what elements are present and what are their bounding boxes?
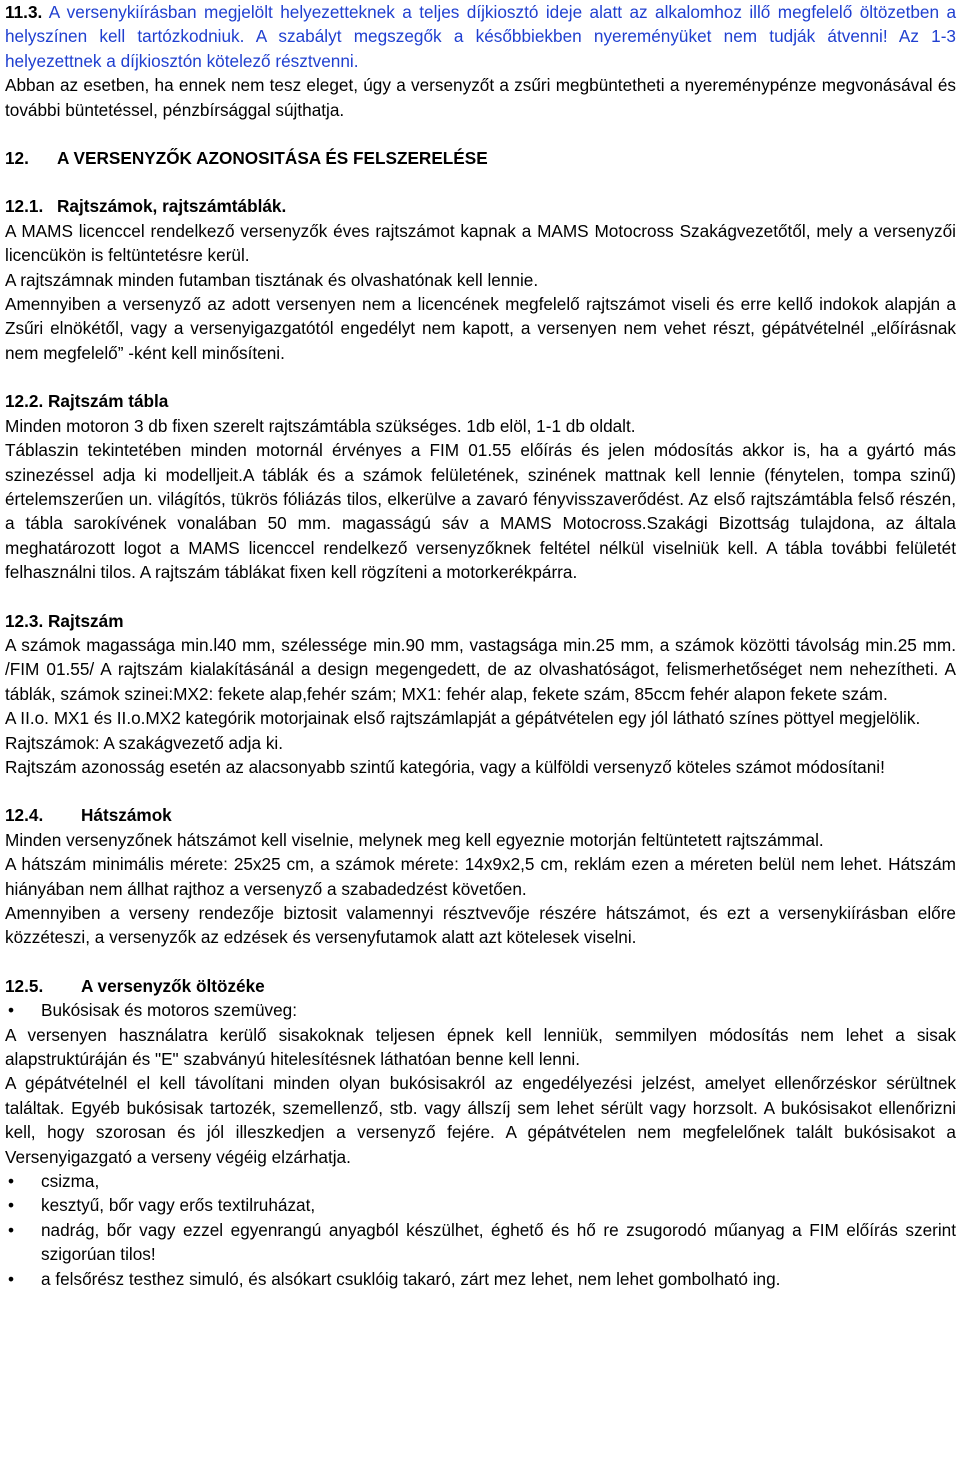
paragraph: A számok magassága min.l40 mm, szélessége min.90 mm, vastagsága min.25 mm, a számok közötti távolság min.25 mm. /FIM 01.55/ A rajtszám kialakításánál a design megengedett, de az olvashatóságot, felismerhetőséget nem nehezítheti. A táblák, számok szinei:MX2: fekete alap,fehér szám; MX1: fehér alap, fekete szám, 85ccm fehér alapon fekete szám. — [5, 634, 956, 704]
list-item-text: kesztyű, bőr vagy erős textilruházat, — [41, 1195, 316, 1216]
paragraph: Rajtszám azonosság esetén az alacsonyabb szintű kategória, vagy a külföldi versenyző köteles számot módosítani! — [5, 756, 885, 777]
paragraph: Rajtszámok: A szakágvezető adja ki. — [5, 732, 284, 753]
list-item — [5, 1218, 956, 1267]
bullet-icon: • — [8, 1219, 15, 1240]
paragraph-11-3-penalty: Abban az esetben, ha ennek nem tesz eleget, úgy a versenyzőt a zsűri megbüntetheti a nyereménypénze megvonásával és további büntetéssel, pénzbírsággal sújthatja. — [5, 75, 956, 120]
section-number: 12.3. — [5, 610, 44, 631]
paragraph: A hátszám minimális mérete: 25x25 cm, a számok mérete: 14x9x2,5 cm, reklám ezen a méreten belül nem lehet. Hátszám hiányában nem állhat rajthoz a versenyző a szabadedzést követően. — [5, 854, 956, 899]
section-title: A versenyzők öltözéke — [81, 975, 265, 996]
paragraph: Amennyiben a versenyző az adott versenyen nem a licencének megfelelő rajtszámot viseli és erre kellő indokok alapján a Zsűri elnökétől, vagy a versenyigazgatótól engedélyt nem kapott, a versenyen nem vehet részt, gépátvételnél „előírásnak nem megfelelő” -ként kell minősíteni. — [5, 294, 956, 363]
section-title: Rajtszámok, rajtszámtáblák. — [57, 196, 287, 217]
section-title: Hátszámok — [81, 805, 172, 826]
list-item — [5, 1169, 956, 1193]
bullet-icon: • — [8, 1171, 15, 1192]
section-12-heading — [5, 146, 956, 170]
bullet-icon: • — [8, 1268, 15, 1289]
list-item — [5, 998, 956, 1022]
paragraph: A II.o. MX1 és II.o.MX2 kategórik motorjainak első rajtszámlapját a gépátvételen egy jól látható színes pöttyel megjelölik. — [5, 708, 921, 729]
section-number: 12.2. — [5, 391, 44, 412]
bullet-icon: • — [8, 1000, 15, 1021]
section-12-3-heading — [5, 609, 956, 633]
paragraph: Minden versenyzőnek hátszámot kell viselnie, melynek meg kell egyeznie motorján feltüntetett rajtszámmal. — [5, 829, 824, 850]
section-number: 12.5. — [5, 975, 44, 996]
paragraph: A gépátvételnél el kell távolítani minden olyan bukósisakról az engedélyezési jelzést, amelyet ellenőrzéskor sérültnek találtak. Egyéb bukósisak tartozék, szemellenző, stb. vagy állszíj sem lehet sérült vagy horzsolt. A bukósisakot ellenőrizni kell, hogy szorosan és jól illeszkedjen a versenyző fejére. A gépátvételen nem megfelelőnek talált bukósisakot a Versenyigazgató a verseny végéig elzárhatja. — [5, 1073, 956, 1167]
paragraph: Minden motoron 3 db fixen szerelt rajtszámtábla szükséges. 1db elöl, 1-1 db oldalt. — [5, 415, 636, 436]
section-title: Rajtszám tábla — [43, 391, 169, 412]
section-number-11-3: 11.3. — [5, 2, 43, 22]
paragraph: Táblaszin tekintetében minden motornál érvényes a FIM 01.55 előírás és jelen módosítás akkor is, ha a gyártó más szinezéssel adja ki modelljeit.A táblák és a számok felületének, szinének mattnak kell lennie (fénytelen, tompa szinű) értelemszerűen un. világítós, tükrös fóliázás tilos, elkerülve a zavaró fényvisszaverődést. Az első rajtszámtábla felső részén, a tábla sarokívének vonalában 50 mm. magasságú sáv a MAMS Motocross.Szakági Bizottság tulajdona, az általa meghatározott logot a MAMS licenccel rendelkező versenyzőknek feltétel nélkül viselniük kell. A tábla további felületét felhasználni tilos. A rajtszám táblákat fixen kell rögzíteni a motorkerékpárra. — [5, 440, 956, 583]
section-number: 12.1. — [5, 196, 44, 217]
list-item-text: a felsőrész testhez simuló, és alsókart csuklóig takaró, zárt mez lehet, nem lehet gombolható ing. — [41, 1268, 781, 1289]
section-12-5-heading — [5, 974, 956, 998]
list-item-text: csizma, — [41, 1171, 100, 1192]
list-item-text: Bukósisak és motoros szemüveg: — [41, 1000, 298, 1021]
bullet-icon: • — [8, 1195, 15, 1216]
paragraph: A rajtszámnak minden futamban tisztának és olvashatónak kell lennie. — [5, 269, 539, 290]
list-item — [5, 1267, 956, 1291]
paragraph: A MAMS licenccel rendelkező versenyzők éves rajtszámot kapnak a MAMS Motocross Szakágvezetőtől, mely a versenyzői licencükön is feltüntetésre kerül. — [5, 220, 956, 266]
section-number: 12. — [5, 148, 29, 169]
list-item-text: nadrág, bőr vagy ezzel egyenrangú anyagból készülhet, éghető és hő re zsugorodó műanyag a FIM előírás szerint szigorúan tilos! — [41, 1219, 956, 1265]
section-12-2-heading — [5, 389, 956, 413]
section-title: A VERSENYZŐK AZONOSITÁSA ÉS FELSZERELÉSE — [57, 148, 488, 169]
paragraph: A versenyen használatra kerülő sisakoknak teljesen épnek kell lenniük, semmilyen módosítás nem lehet a sisak alapstruktúráján és "E" szabványú hitelesítésnek láthatóan benne kell lenni. — [5, 1024, 956, 1070]
paragraph-11-3-text: A versenykiírásban megjelölt helyezetteknek a teljes díjkiosztó ideje alatt az alkalomhoz illő megfelelő öltözetben a helyszínen kell tartózkodniuk. A szabályt megszegők a későbbiekben nyereményüket nem tudják átvenni! Az 1-3 helyezettnek a díjkiosztón kötelező résztvenni. — [5, 2, 956, 71]
section-12-4-heading — [5, 803, 956, 827]
section-title: Rajtszám — [43, 610, 124, 631]
paragraph-11-3 — [5, 0, 956, 73]
section-number: 12.4. — [5, 805, 44, 826]
section-12-1-heading — [5, 194, 956, 218]
paragraph: Amennyiben a verseny rendezője biztosit valamennyi résztvevője részére hátszámot, és ezt a versenykiírásban előre közzéteszi, a versenyzők az edzések és versenyfutamok alatt azt kötelesek viselni. — [5, 903, 956, 948]
list-item — [5, 1193, 956, 1217]
